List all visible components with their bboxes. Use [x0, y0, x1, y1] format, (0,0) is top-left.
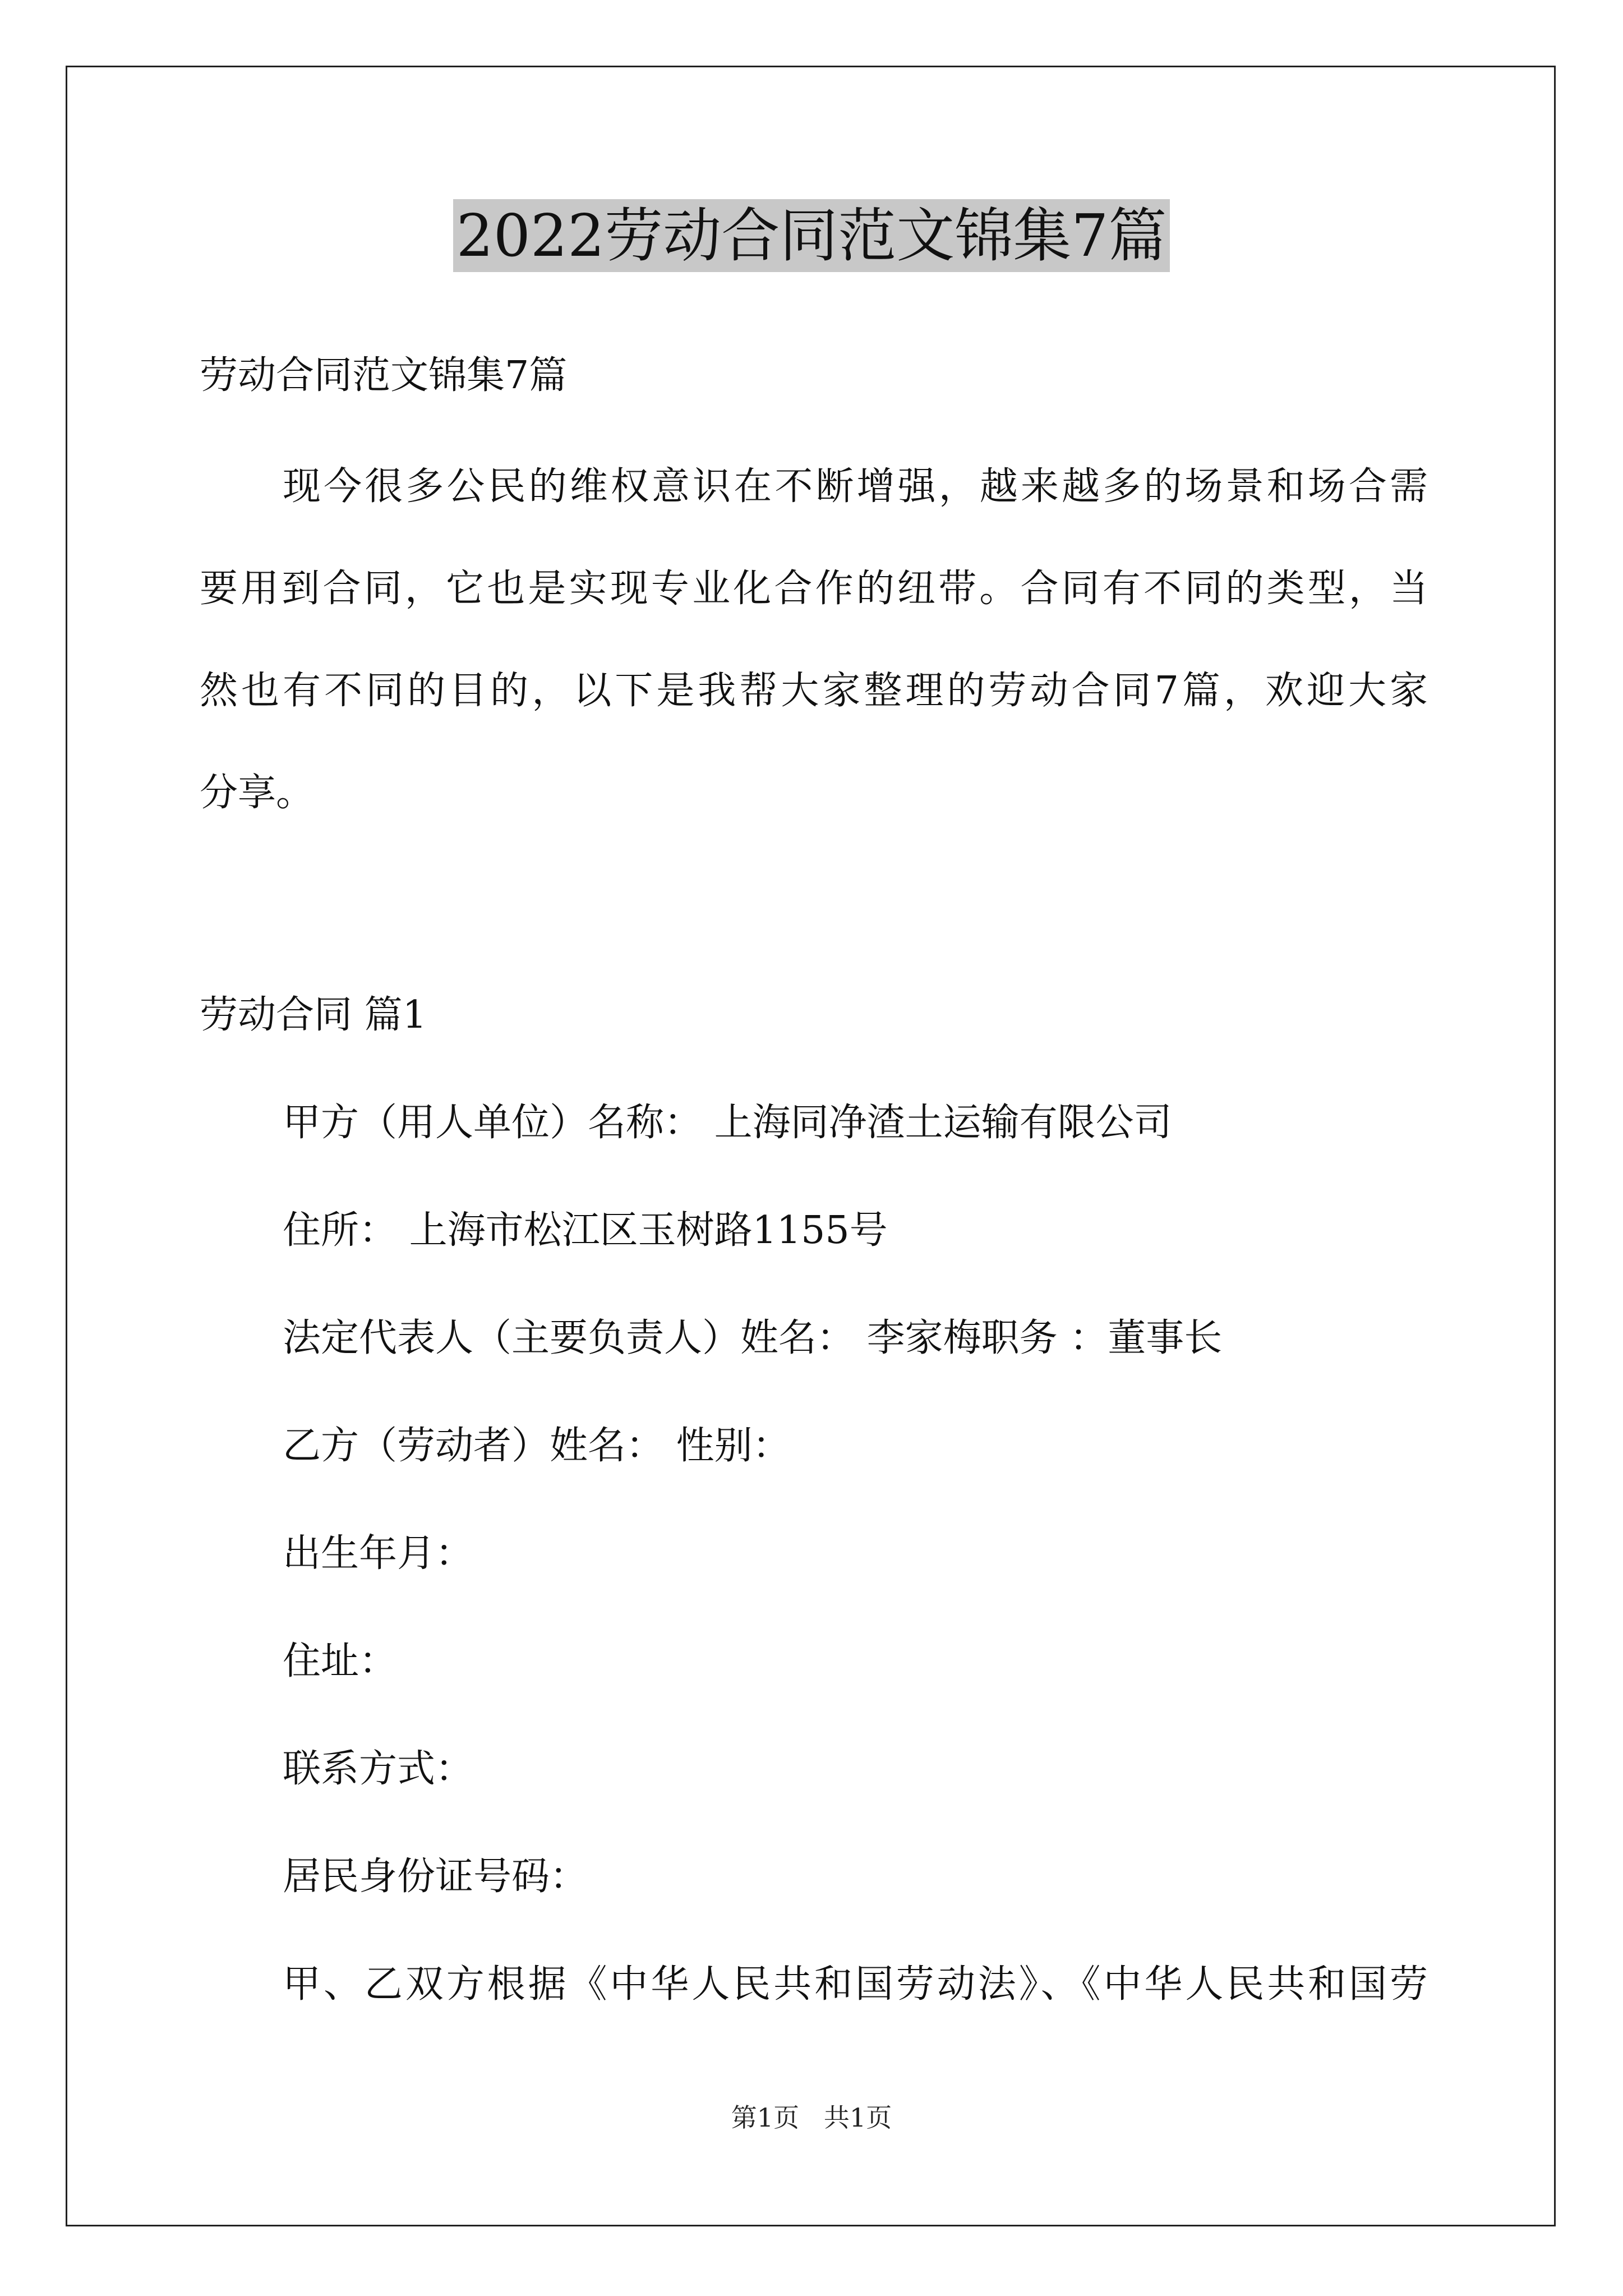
field-legal-representative: 法定代表人（主要负责人）姓名： 李家梅职务 ：董事长	[283, 1316, 1223, 1360]
field-employer-name: 甲方（用人单位）名称： 上海同净渣土运输有限公司	[283, 1101, 1172, 1145]
page-footer	[0, 2098, 1623, 2137]
intro-paragraph-line-2: 要用到合同，它也是实现专业化合作的纽带。合同有不同的类型，当	[200, 567, 1428, 611]
document-title-text: 2022劳动合同范文锦集7篇	[453, 199, 1170, 272]
intro-paragraph-line-1: 现今很多公民的维权意识在不断增强，越来越多的场景和场合需	[283, 464, 1428, 509]
section-heading: 劳动合同 篇1	[200, 993, 427, 1037]
intro-paragraph-line-3: 然也有不同的目的，以下是我帮大家整理的劳动合同7篇，欢迎大家	[200, 669, 1428, 713]
document-subtitle: 劳动合同范文锦集7篇	[200, 353, 568, 398]
field-id-number: 居民身份证号码：	[283, 1855, 588, 1899]
field-employer-address: 住所： 上海市松江区玉树路1155号	[283, 1208, 888, 1253]
field-employee-name-gender: 乙方（劳动者）姓名： 性别：	[283, 1424, 791, 1468]
intro-paragraph-line-4: 分享。	[200, 771, 315, 815]
page-number: 第1页 共1页	[731, 2102, 892, 2133]
document-title	[0, 194, 1623, 278]
field-contact: 联系方式：	[283, 1747, 474, 1791]
agreement-basis-line: 甲、乙双方根据《中华人民共和国劳动法》、《中华人民共和国劳	[283, 1962, 1428, 2007]
field-residence: 住址：	[283, 1639, 398, 1683]
field-birth-date: 出生年月：	[283, 1531, 474, 1576]
